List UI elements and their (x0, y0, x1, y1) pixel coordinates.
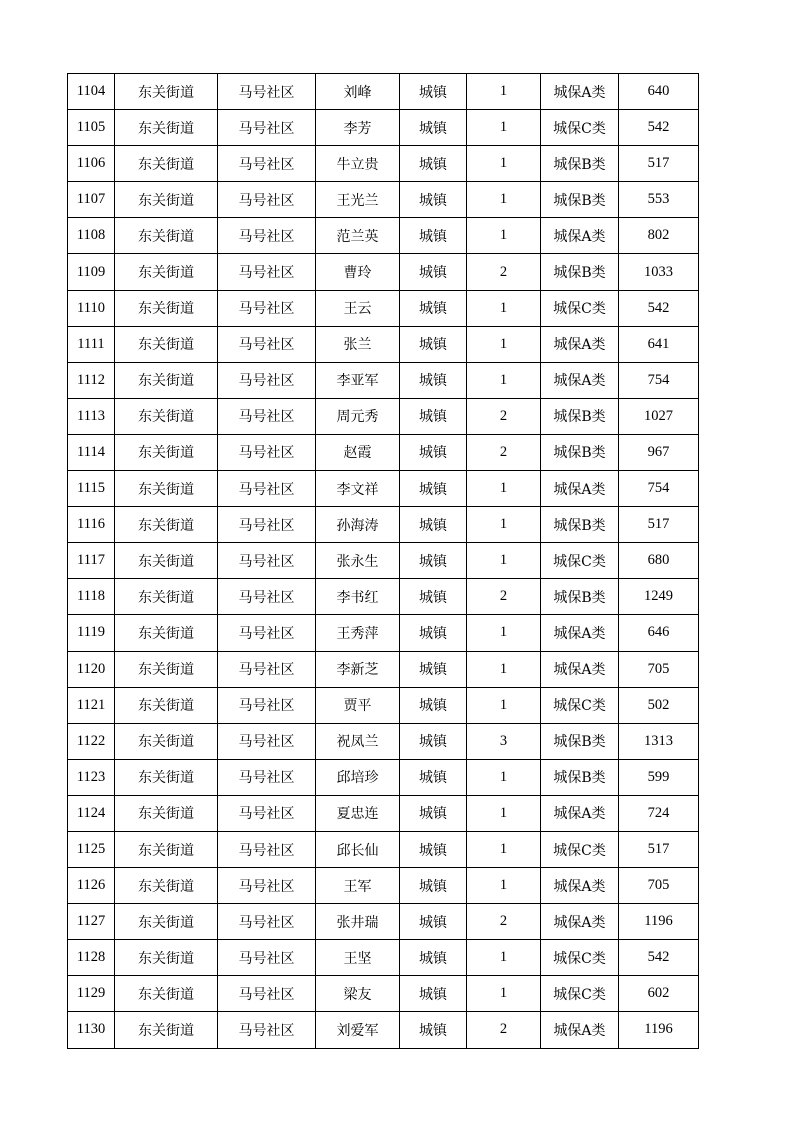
household-size-cell: 1 (467, 146, 541, 182)
person-name-cell: 刘峰 (316, 74, 400, 110)
subdistrict-cell: 东关街道 (115, 398, 218, 434)
household-size-cell: 1 (467, 940, 541, 976)
person-name-cell: 孙海涛 (316, 507, 400, 543)
person-name-cell: 曹玲 (316, 254, 400, 290)
insurance-category-cell: 城保C类 (541, 110, 619, 146)
household-size-cell: 1 (467, 868, 541, 904)
subdistrict-cell: 东关街道 (115, 182, 218, 218)
subdistrict-cell: 东关街道 (115, 74, 218, 110)
household-type-cell: 城镇 (400, 507, 467, 543)
community-cell: 马号社区 (218, 254, 316, 290)
table-row (68, 146, 699, 182)
insurance-category-cell: 城保A类 (541, 1012, 619, 1048)
household-type-cell: 城镇 (400, 615, 467, 651)
amount-cell: 517 (619, 507, 699, 543)
household-size-cell: 1 (467, 651, 541, 687)
household-type-cell: 城镇 (400, 651, 467, 687)
household-size-cell: 1 (467, 290, 541, 326)
community-cell: 马号社区 (218, 687, 316, 723)
table-row (68, 904, 699, 940)
person-name-cell: 李亚军 (316, 362, 400, 398)
community-cell: 马号社区 (218, 434, 316, 470)
household-size-cell: 1 (467, 795, 541, 831)
subdistrict-cell: 东关街道 (115, 290, 218, 326)
record-number-cell: 1110 (68, 290, 115, 326)
person-name-cell: 李文祥 (316, 471, 400, 507)
amount-cell: 1196 (619, 904, 699, 940)
record-number-cell: 1119 (68, 615, 115, 651)
record-number-cell: 1111 (68, 326, 115, 362)
table-row (68, 398, 699, 434)
amount-cell: 1313 (619, 723, 699, 759)
person-name-cell: 夏忠连 (316, 795, 400, 831)
amount-cell: 680 (619, 543, 699, 579)
household-type-cell: 城镇 (400, 218, 467, 254)
household-size-cell: 1 (467, 74, 541, 110)
record-number-cell: 1108 (68, 218, 115, 254)
community-cell: 马号社区 (218, 579, 316, 615)
subdistrict-cell: 东关街道 (115, 146, 218, 182)
household-size-cell: 1 (467, 759, 541, 795)
person-name-cell: 王秀萍 (316, 615, 400, 651)
insurance-category-cell: 城保A类 (541, 904, 619, 940)
household-size-cell: 1 (467, 110, 541, 146)
record-number-cell: 1106 (68, 146, 115, 182)
table-row (68, 434, 699, 470)
household-type-cell: 城镇 (400, 254, 467, 290)
insurance-category-cell: 城保A类 (541, 868, 619, 904)
household-type-cell: 城镇 (400, 398, 467, 434)
household-type-cell: 城镇 (400, 904, 467, 940)
table-row (68, 290, 699, 326)
household-size-cell: 2 (467, 1012, 541, 1048)
record-number-cell: 1107 (68, 182, 115, 218)
record-number-cell: 1112 (68, 362, 115, 398)
record-number-cell: 1126 (68, 868, 115, 904)
person-name-cell: 王光兰 (316, 182, 400, 218)
person-name-cell: 牛立贵 (316, 146, 400, 182)
insurance-category-cell: 城保B类 (541, 182, 619, 218)
household-size-cell: 1 (467, 218, 541, 254)
household-type-cell: 城镇 (400, 146, 467, 182)
household-size-cell: 2 (467, 579, 541, 615)
household-type-cell: 城镇 (400, 723, 467, 759)
record-number-cell: 1116 (68, 507, 115, 543)
amount-cell: 754 (619, 362, 699, 398)
record-number-cell: 1104 (68, 74, 115, 110)
insurance-category-cell: 城保A类 (541, 74, 619, 110)
person-name-cell: 李芳 (316, 110, 400, 146)
subdistrict-cell: 东关街道 (115, 579, 218, 615)
amount-cell: 967 (619, 434, 699, 470)
table-row (68, 1012, 699, 1048)
record-number-cell: 1115 (68, 471, 115, 507)
subdistrict-cell: 东关街道 (115, 868, 218, 904)
table-row (68, 362, 699, 398)
amount-cell: 517 (619, 831, 699, 867)
record-number-cell: 1129 (68, 976, 115, 1012)
insurance-category-cell: 城保C类 (541, 687, 619, 723)
insurance-category-cell: 城保B类 (541, 254, 619, 290)
insurance-category-cell: 城保B类 (541, 146, 619, 182)
table-row (68, 615, 699, 651)
amount-cell: 705 (619, 651, 699, 687)
person-name-cell: 梁友 (316, 976, 400, 1012)
community-cell: 马号社区 (218, 976, 316, 1012)
household-size-cell: 1 (467, 471, 541, 507)
subdistrict-cell: 东关街道 (115, 254, 218, 290)
household-type-cell: 城镇 (400, 1012, 467, 1048)
insurance-category-cell: 城保A类 (541, 362, 619, 398)
household-size-cell: 1 (467, 687, 541, 723)
subdistrict-cell: 东关街道 (115, 759, 218, 795)
insurance-category-cell: 城保B类 (541, 723, 619, 759)
community-cell: 马号社区 (218, 110, 316, 146)
community-cell: 马号社区 (218, 182, 316, 218)
community-cell: 马号社区 (218, 723, 316, 759)
amount-cell: 724 (619, 795, 699, 831)
table-row (68, 74, 699, 110)
insurance-category-cell: 城保A类 (541, 218, 619, 254)
insurance-category-cell: 城保B类 (541, 507, 619, 543)
table-row (68, 110, 699, 146)
insurance-category-cell: 城保B类 (541, 434, 619, 470)
record-number-cell: 1113 (68, 398, 115, 434)
person-name-cell: 王坚 (316, 940, 400, 976)
insurance-category-cell: 城保B类 (541, 759, 619, 795)
record-number-cell: 1127 (68, 904, 115, 940)
person-name-cell: 李新芝 (316, 651, 400, 687)
table-row (68, 940, 699, 976)
household-type-cell: 城镇 (400, 940, 467, 976)
subdistrict-cell: 东关街道 (115, 507, 218, 543)
household-type-cell: 城镇 (400, 434, 467, 470)
household-type-cell: 城镇 (400, 182, 467, 218)
insurance-category-cell: 城保C类 (541, 940, 619, 976)
amount-cell: 542 (619, 290, 699, 326)
insurance-category-cell: 城保A类 (541, 471, 619, 507)
amount-cell: 1249 (619, 579, 699, 615)
community-cell: 马号社区 (218, 471, 316, 507)
community-cell: 马号社区 (218, 362, 316, 398)
record-number-cell: 1105 (68, 110, 115, 146)
household-type-cell: 城镇 (400, 110, 467, 146)
amount-cell: 640 (619, 74, 699, 110)
subdistrict-cell: 东关街道 (115, 434, 218, 470)
household-size-cell: 1 (467, 326, 541, 362)
insurance-category-cell: 城保C类 (541, 831, 619, 867)
person-name-cell: 范兰英 (316, 218, 400, 254)
insurance-category-cell: 城保B类 (541, 398, 619, 434)
record-number-cell: 1120 (68, 651, 115, 687)
person-name-cell: 刘爱军 (316, 1012, 400, 1048)
household-size-cell: 3 (467, 723, 541, 759)
insurance-category-cell: 城保C类 (541, 290, 619, 326)
person-name-cell: 李书红 (316, 579, 400, 615)
table-row (68, 182, 699, 218)
record-number-cell: 1122 (68, 723, 115, 759)
table-row (68, 507, 699, 543)
household-type-cell: 城镇 (400, 579, 467, 615)
community-cell: 马号社区 (218, 507, 316, 543)
subdistrict-cell: 东关街道 (115, 543, 218, 579)
amount-cell: 1027 (619, 398, 699, 434)
household-type-cell: 城镇 (400, 831, 467, 867)
person-name-cell: 张井瑞 (316, 904, 400, 940)
community-cell: 马号社区 (218, 759, 316, 795)
record-number-cell: 1121 (68, 687, 115, 723)
amount-cell: 542 (619, 110, 699, 146)
table-row (68, 218, 699, 254)
table-row (68, 759, 699, 795)
community-cell: 马号社区 (218, 615, 316, 651)
person-name-cell: 王军 (316, 868, 400, 904)
record-number-cell: 1114 (68, 434, 115, 470)
household-type-cell: 城镇 (400, 795, 467, 831)
table-row (68, 795, 699, 831)
amount-cell: 705 (619, 868, 699, 904)
community-cell: 马号社区 (218, 1012, 316, 1048)
record-number-cell: 1118 (68, 579, 115, 615)
table-row (68, 723, 699, 759)
household-type-cell: 城镇 (400, 868, 467, 904)
community-cell: 马号社区 (218, 940, 316, 976)
community-cell: 马号社区 (218, 290, 316, 326)
amount-cell: 502 (619, 687, 699, 723)
household-size-cell: 2 (467, 254, 541, 290)
community-cell: 马号社区 (218, 326, 316, 362)
record-number-cell: 1109 (68, 254, 115, 290)
household-size-cell: 1 (467, 831, 541, 867)
subdistrict-cell: 东关街道 (115, 723, 218, 759)
amount-cell: 599 (619, 759, 699, 795)
household-size-cell: 2 (467, 398, 541, 434)
household-type-cell: 城镇 (400, 362, 467, 398)
table-row (68, 976, 699, 1012)
household-size-cell: 1 (467, 362, 541, 398)
household-type-cell: 城镇 (400, 290, 467, 326)
person-name-cell: 王云 (316, 290, 400, 326)
subdistrict-cell: 东关街道 (115, 326, 218, 362)
insurance-category-cell: 城保C类 (541, 543, 619, 579)
subdistrict-cell: 东关街道 (115, 651, 218, 687)
person-name-cell: 贾平 (316, 687, 400, 723)
household-type-cell: 城镇 (400, 326, 467, 362)
person-name-cell: 邱长仙 (316, 831, 400, 867)
community-cell: 马号社区 (218, 795, 316, 831)
person-name-cell: 赵霞 (316, 434, 400, 470)
table-row (68, 831, 699, 867)
amount-cell: 641 (619, 326, 699, 362)
household-type-cell: 城镇 (400, 687, 467, 723)
amount-cell: 1033 (619, 254, 699, 290)
person-name-cell: 邱培珍 (316, 759, 400, 795)
subdistrict-cell: 东关街道 (115, 940, 218, 976)
record-number-cell: 1125 (68, 831, 115, 867)
community-cell: 马号社区 (218, 218, 316, 254)
subdistrict-cell: 东关街道 (115, 904, 218, 940)
subdistrict-cell: 东关街道 (115, 687, 218, 723)
insurance-category-cell: 城保A类 (541, 651, 619, 687)
insurance-category-cell: 城保A类 (541, 795, 619, 831)
community-cell: 马号社区 (218, 868, 316, 904)
insurance-category-cell: 城保C类 (541, 976, 619, 1012)
amount-cell: 553 (619, 182, 699, 218)
records-table (67, 73, 699, 1049)
table-row (68, 326, 699, 362)
subdistrict-cell: 东关街道 (115, 110, 218, 146)
table-row (68, 651, 699, 687)
insurance-category-cell: 城保A类 (541, 326, 619, 362)
person-name-cell: 张兰 (316, 326, 400, 362)
table-row (68, 868, 699, 904)
record-number-cell: 1128 (68, 940, 115, 976)
records-table-body (68, 74, 699, 1049)
subdistrict-cell: 东关街道 (115, 218, 218, 254)
community-cell: 马号社区 (218, 543, 316, 579)
community-cell: 马号社区 (218, 904, 316, 940)
household-size-cell: 1 (467, 615, 541, 651)
community-cell: 马号社区 (218, 146, 316, 182)
amount-cell: 802 (619, 218, 699, 254)
household-type-cell: 城镇 (400, 471, 467, 507)
household-size-cell: 1 (467, 507, 541, 543)
household-size-cell: 2 (467, 904, 541, 940)
person-name-cell: 周元秀 (316, 398, 400, 434)
table-row (68, 579, 699, 615)
amount-cell: 602 (619, 976, 699, 1012)
table-row (68, 254, 699, 290)
subdistrict-cell: 东关街道 (115, 615, 218, 651)
household-size-cell: 2 (467, 434, 541, 470)
community-cell: 马号社区 (218, 651, 316, 687)
record-number-cell: 1117 (68, 543, 115, 579)
subdistrict-cell: 东关街道 (115, 831, 218, 867)
amount-cell: 1196 (619, 1012, 699, 1048)
table-row (68, 687, 699, 723)
amount-cell: 754 (619, 471, 699, 507)
community-cell: 马号社区 (218, 831, 316, 867)
household-size-cell: 1 (467, 976, 541, 1012)
household-type-cell: 城镇 (400, 976, 467, 1012)
household-size-cell: 1 (467, 543, 541, 579)
amount-cell: 646 (619, 615, 699, 651)
household-size-cell: 1 (467, 182, 541, 218)
person-name-cell: 张永生 (316, 543, 400, 579)
subdistrict-cell: 东关街道 (115, 795, 218, 831)
record-number-cell: 1130 (68, 1012, 115, 1048)
insurance-category-cell: 城保A类 (541, 615, 619, 651)
community-cell: 马号社区 (218, 398, 316, 434)
subdistrict-cell: 东关街道 (115, 362, 218, 398)
amount-cell: 542 (619, 940, 699, 976)
record-number-cell: 1124 (68, 795, 115, 831)
household-type-cell: 城镇 (400, 543, 467, 579)
subdistrict-cell: 东关街道 (115, 471, 218, 507)
household-type-cell: 城镇 (400, 759, 467, 795)
household-type-cell: 城镇 (400, 74, 467, 110)
record-number-cell: 1123 (68, 759, 115, 795)
subdistrict-cell: 东关街道 (115, 976, 218, 1012)
insurance-category-cell: 城保B类 (541, 579, 619, 615)
table-row (68, 471, 699, 507)
table-row (68, 543, 699, 579)
community-cell: 马号社区 (218, 74, 316, 110)
subdistrict-cell: 东关街道 (115, 1012, 218, 1048)
person-name-cell: 祝凤兰 (316, 723, 400, 759)
amount-cell: 517 (619, 146, 699, 182)
